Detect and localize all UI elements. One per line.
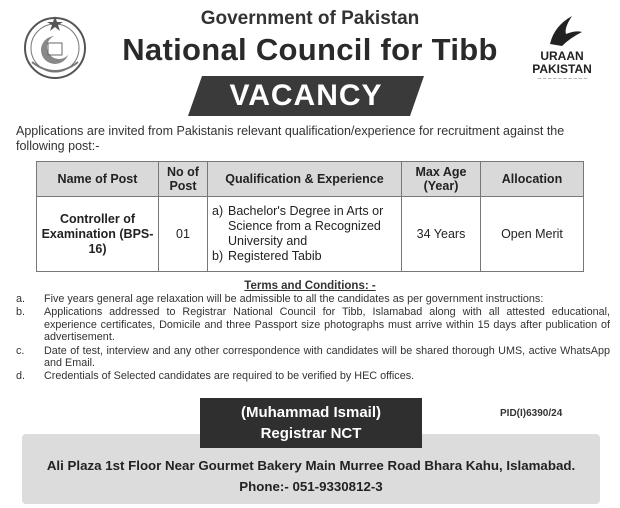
uraan-pakistan-logo — [520, 12, 604, 88]
government-title: Government of Pakistan — [200, 8, 420, 29]
term-marker: b. — [16, 306, 26, 319]
pakistan-label: PAKISTAN — [532, 62, 592, 76]
header-allocation: Allocation — [481, 162, 584, 197]
table-header-row — [37, 162, 584, 197]
header-name-of-post: Name of Post — [37, 162, 159, 197]
bird-icon — [520, 12, 604, 48]
qualification-b: Registered Tabib — [228, 249, 322, 263]
intro-text: Applications are invited from Pakistanis relevant qualification/experience for recruitment against the following post:- — [16, 124, 565, 153]
post-count: 01 — [159, 197, 208, 272]
crescent-star-emblem-icon — [18, 10, 92, 84]
pid-number: PID(I)6390/24 — [500, 408, 563, 419]
term-text: Applications addressed to Registrar National Council for Tibb, Islamabad along with all attested educational, experience certificates, Domicile and three Passport size photographs must arrive within 15 days after publication of advertisement. — [44, 306, 610, 344]
signatory-name: (Muhammad Ismail) — [240, 404, 382, 421]
header-max-age: Max Age (Year) — [402, 162, 481, 197]
term-text: Credentials of Selected candidates are required to be verified by HEC offices. — [44, 370, 415, 383]
header-qualification: Qualification & Experience — [208, 162, 402, 197]
term-text: Five years general age relaxation will be admissible to all the candidates as per government instructions: — [44, 293, 544, 305]
list-item — [16, 370, 610, 382]
list-item — [16, 293, 610, 305]
signatory-title: Registrar NCT — [260, 425, 362, 442]
term-marker: d. — [16, 370, 26, 383]
vacancy-label: VACANCY — [229, 79, 383, 112]
uraan-script-decoration: ~~~~~~~~~~ — [537, 76, 589, 83]
signature-box — [200, 398, 422, 448]
max-age: 34 Years — [402, 197, 481, 272]
term-marker: a. — [16, 293, 26, 305]
allocation: Open Merit — [481, 197, 584, 272]
qualification-cell — [208, 197, 402, 272]
term-text: Date of test, interview and any other correspondence with candidates will be shared thorough UMS, active WhatsApp and Email. — [44, 344, 610, 370]
list-item — [16, 345, 610, 370]
qualification-a-marker: a) — [212, 204, 224, 218]
qualification-b-marker: b) — [212, 249, 224, 263]
vacancy-table — [36, 161, 584, 272]
council-title: National Council for Tibb — [122, 32, 498, 67]
phone-number: Phone:- 051-9330812-3 — [239, 479, 383, 494]
post-name: Controller of Examination (BPS-16) — [37, 197, 159, 272]
table-row — [37, 197, 584, 272]
term-marker: c. — [16, 344, 25, 357]
address: Ali Plaza 1st Floor Near Gourmet Bakery Main Murree Road Bhara Kahu, Islamabad. — [46, 458, 576, 473]
terms-list — [16, 293, 610, 384]
qualification-a: Bachelor's Degree in Arts or Science from a Recognized University and — [228, 204, 384, 248]
terms-title: Terms and Conditions: - — [244, 280, 376, 292]
header-no-of-post: No of Post — [159, 162, 208, 197]
list-item — [16, 306, 610, 343]
uraan-label: URAAN — [540, 49, 584, 63]
vacancy-banner — [188, 76, 424, 116]
